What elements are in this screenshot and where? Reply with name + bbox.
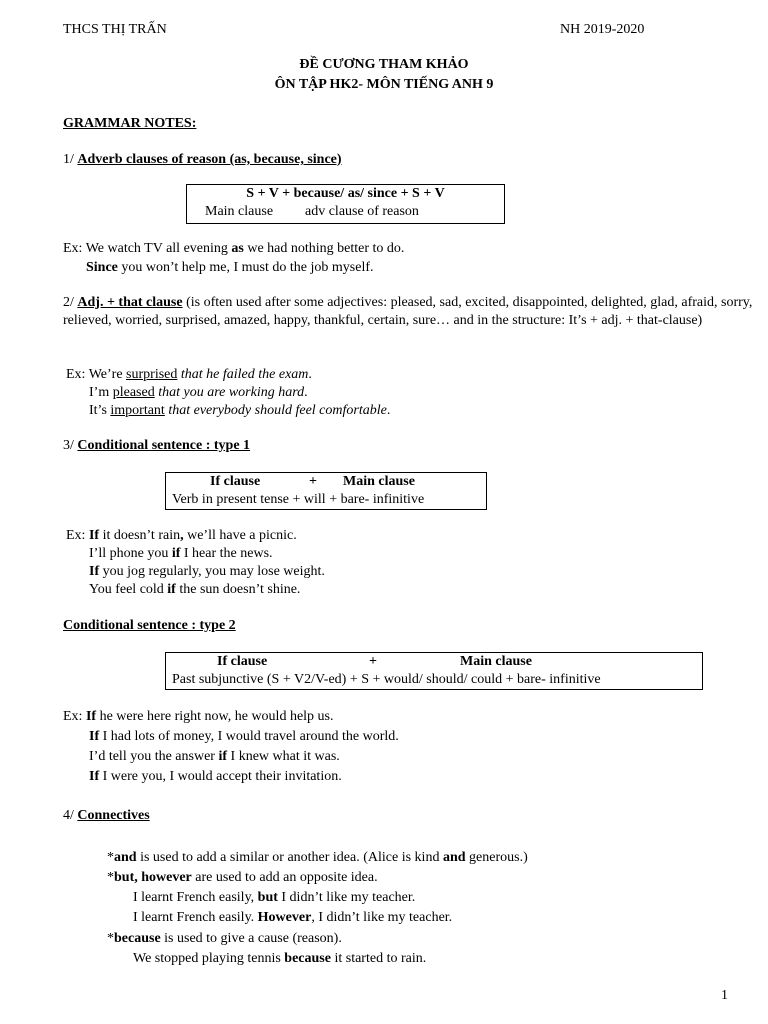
formula-box-reason	[186, 184, 505, 224]
type2-example-3: I’d tell you the answer if I knew what it was.	[89, 749, 340, 764]
type2-example-4: If I were you, I would accept their invitation.	[89, 769, 342, 784]
s3-example-2: I’ll phone you if I hear the news.	[89, 546, 273, 561]
type2-example-1: Ex: If he were here right now, he would help us.	[63, 709, 334, 724]
type2-structure: Past subjunctive (S + V2/V-ed) + S + would/ should/ could + bare- infinitive	[172, 672, 601, 687]
section-1-heading: 1/ Adverb clauses of reason (as, because, since)	[63, 152, 342, 167]
connective-because: *because is used to give a cause (reason).	[107, 931, 342, 946]
header-school: THCS THỊ TRẤN	[63, 22, 167, 37]
label-main-clause: Main clause	[205, 204, 274, 219]
formula-box-type2	[165, 652, 703, 690]
connective-but-example: I learnt French easily, but I didn’t like my teacher.	[133, 890, 416, 905]
s3-example-1: Ex: If it doesn’t rain, we’ll have a picnic.	[66, 528, 297, 543]
section-type2-heading: Conditional sentence : type 2	[63, 618, 236, 633]
s3-example-4: You feel cold if the sun doesn’t shine.	[89, 582, 301, 597]
type1-if-clause: If clause	[210, 474, 261, 489]
connective-because-example: We stopped playing tennis because it started to rain.	[133, 951, 427, 966]
type1-structure: Verb in present tense + will + bare- infinitive	[172, 492, 425, 507]
formula-reason: S + V + because/ as/ since + S + V	[246, 186, 445, 201]
section-4-heading: 4/ Connectives	[63, 808, 150, 823]
title-line1: ĐỀ CƯƠNG THAM KHẢO	[299, 57, 469, 72]
title-line2: ÔN TẬP HK2- MÔN TIẾNG ANH 9	[274, 77, 494, 92]
s1-example-2: Since you won’t help me, I must do the job myself.	[86, 260, 374, 275]
section-2-heading: 2/ Adj. + that clause (is often used after some adjectives: pleased, sad, excited, disappointed, delighted, glad, afraid, sorry, relieved, worried, surprised, amazed, happy, thankful, certain, sure… and in the structure: It’s + adj. + that-clause)	[63, 295, 753, 328]
label-adv-clause: adv clause of reason	[305, 204, 419, 219]
formula-box-type1	[165, 472, 487, 510]
type2-plus: +	[369, 654, 377, 669]
s2-example-3: It’s important that everybody should feel comfortable.	[89, 403, 391, 418]
s2-example-2: I’m pleased that you are working hard.	[89, 385, 308, 400]
s1-example-1: Ex: We watch TV all evening as we had nothing better to do.	[63, 241, 405, 256]
page-number: 1	[721, 988, 728, 1003]
section-3-heading: 3/ Conditional sentence : type 1	[63, 438, 251, 453]
connective-but-however: *but, however are used to add an opposite idea.	[107, 870, 378, 885]
grammar-heading: GRAMMAR NOTES:	[63, 116, 197, 131]
connective-however-example: I learnt French easily. However, I didn’t like my teacher.	[133, 910, 453, 925]
connective-and: *and is used to add a similar or another idea. (Alice is kind and generous.)	[107, 850, 528, 865]
type1-main-clause: Main clause	[343, 474, 415, 489]
header-year: NH 2019-2020	[560, 22, 645, 37]
type1-plus: +	[309, 474, 317, 489]
type2-if-clause: If clause	[217, 654, 268, 669]
type2-main-clause: Main clause	[460, 654, 532, 669]
s3-example-3: If you jog regularly, you may lose weight.	[89, 564, 325, 579]
s2-example-1: Ex: We’re surprised that he failed the exam.	[66, 367, 312, 382]
type2-example-2: If I had lots of money, I would travel around the world.	[89, 729, 399, 744]
